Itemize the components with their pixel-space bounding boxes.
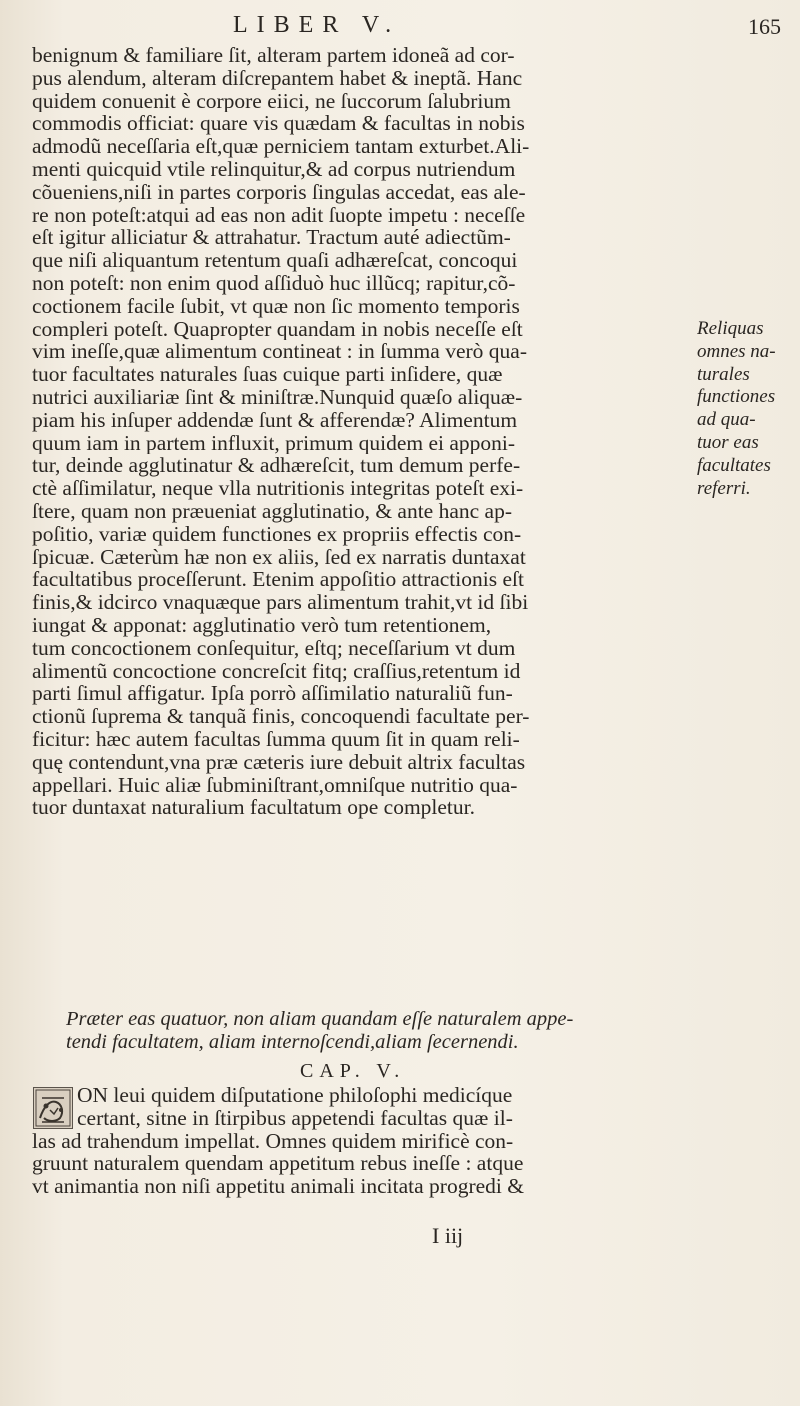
chapter-text-block xyxy=(32,1084,697,1198)
text-line: ficitur: hæc autem facultas ſumma quum ſit in quam reli- xyxy=(32,727,520,751)
chapter-summary xyxy=(66,1008,686,1054)
text-line: las ad trahendum impellat. Omnes quidem mirificè con- xyxy=(32,1129,514,1153)
text-line: commodis officiat: quare vis quædam & facultas in nobis xyxy=(32,112,525,136)
margin-note xyxy=(697,318,793,500)
text-line: tur, deinde agglutinatur & adhæreſcit, tum demum perfe- xyxy=(32,454,521,478)
page-number: 165 xyxy=(748,14,781,39)
chapter-heading: CAP. V. xyxy=(300,1060,406,1082)
text-line: piam his inſuper addendæ ſunt & afferendæ? Alimentum xyxy=(32,408,518,432)
text-line: ctè aſſimilatur, neque vlla nutritionis integritas poteſt exi- xyxy=(32,477,524,500)
margin-note-line: facultates xyxy=(697,454,771,476)
text-line: tuor facultates naturales ſuas cuique parti inſidere, quæ xyxy=(32,363,503,386)
text-line: coctionem facile ſubit, vt quæ non ſic momento temporis xyxy=(32,294,520,318)
main-text-block xyxy=(32,44,680,819)
text-line: non poteſt: non enim quod aſſiduò huc illũcq; rapitur,cõ- xyxy=(32,271,516,295)
margin-note-line: functiones xyxy=(697,386,776,408)
signature-mark: I iij xyxy=(432,1223,464,1248)
text-line: compleri poteſt. Quapropter quandam in nobis neceſſe eſt xyxy=(32,317,523,341)
text-line: tum concoctionem conſequitur, eſtq; neceſſarium vt dum xyxy=(32,636,516,660)
running-head: LIBER V. xyxy=(233,12,401,38)
margin-note-line: ad qua- xyxy=(697,409,756,431)
text-line: tuor duntaxat naturalium facultatum ope completur. xyxy=(32,796,476,820)
summary-line: Præter eas quatuor, non aliam quandam eſſe naturalem appe- xyxy=(66,1008,574,1030)
text-line: appellari. Huic aliæ ſubminiſtrant,omniſque nutritio qua- xyxy=(32,773,518,797)
text-line: certant, sitne in ſtirpibus appetendi facultas quæ il- xyxy=(77,1106,513,1130)
text-line: admodũ neceſſaria eſt,quæ perniciem tantam exturbet.Ali- xyxy=(32,135,530,158)
text-line: gruunt naturalem quendam appetitum rebus ineſſe : atque xyxy=(32,1152,524,1176)
margin-note-line: tuor eas xyxy=(697,431,759,453)
decorated-initial-icon xyxy=(33,1087,73,1129)
margin-note-line: omnes na- xyxy=(697,340,776,362)
margin-note-line: Reliquas xyxy=(697,318,764,339)
summary-line: tendi facultatem, aliam internoſcendi,aliam ſecernendi. xyxy=(66,1031,519,1053)
text-line: finis,& idcirco vnaquæque pars alimentum trahit,vt id ſibi xyxy=(32,591,529,614)
text-line: poſitio, variæ quidem functiones ex propriis effectis con- xyxy=(32,522,522,546)
text-line: eſt igitur alliciatur & attrahatur. Tractum auté adiectũm- xyxy=(32,226,511,250)
text-line: ſtere, quam non præueniat agglutinatio, & ante hanc ap- xyxy=(32,499,513,523)
text-line: facultatibus proceſſerunt. Etenim appoſitio attractionis eſt xyxy=(32,568,524,592)
text-line: ſpicuæ. Cæterùm hæ non ex aliis, ſed ex narratis duntaxat xyxy=(32,545,526,569)
text-line: quum iam in partem influxit, primum quidem ei apponi- xyxy=(32,431,516,455)
text-line: ON leui quidem diſputatione philoſophi medicíque xyxy=(77,1084,513,1107)
text-line: alimentũ concoctione concreſcit fitq; craſſius,retentum id xyxy=(32,659,521,683)
text-line: cõueniens,niſi in partes corporis ſingulas accedat, eas ale- xyxy=(32,180,526,204)
text-line: nutrici auxiliariæ ſint & miniſtræ.Nunquid quæſo aliquæ- xyxy=(32,385,523,409)
text-line: ctionũ ſuprema & tanquã finis, concoquendi facultate per- xyxy=(32,705,530,728)
margin-note-line: referri. xyxy=(697,477,751,499)
text-line: pus alendum, alteram diſcrepantem habet & ineptã. Hanc xyxy=(32,66,523,90)
text-line: re non poteſt:atqui ad eas non adit ſuopte impetu : neceſſe xyxy=(32,203,526,227)
text-line: menti quicquid vtile relinquitur,& ad corpus nutriendum xyxy=(32,157,516,181)
text-line: parti ſimul affigatur. Ipſa porrò aſſimilatio naturaliũ fun- xyxy=(32,682,513,706)
page-header xyxy=(0,12,800,46)
text-line: iungat & apponat: agglutinatio verò tum retentionem, xyxy=(32,613,492,637)
text-line: vim ineſſe,quæ alimentum contineat : in ſumma verò qua- xyxy=(32,340,527,364)
text-line: quę contendunt,vna præ cæteris iure debuit altrix facultas xyxy=(32,750,526,774)
text-line: que niſi aliquantum retentum quaſi adhæreſcat, concoqui xyxy=(32,249,518,272)
text-line: vt animantia non niſi appetitu animali incitata progredi & xyxy=(32,1175,524,1198)
text-line: quidem conuenit è corpore eiici, ne ſuccorum ſalubrium xyxy=(32,89,511,113)
text-line: benignum & familiare ſit, alteram partem idoneã ad cor- xyxy=(32,44,515,67)
margin-note-line: turales xyxy=(697,363,750,385)
